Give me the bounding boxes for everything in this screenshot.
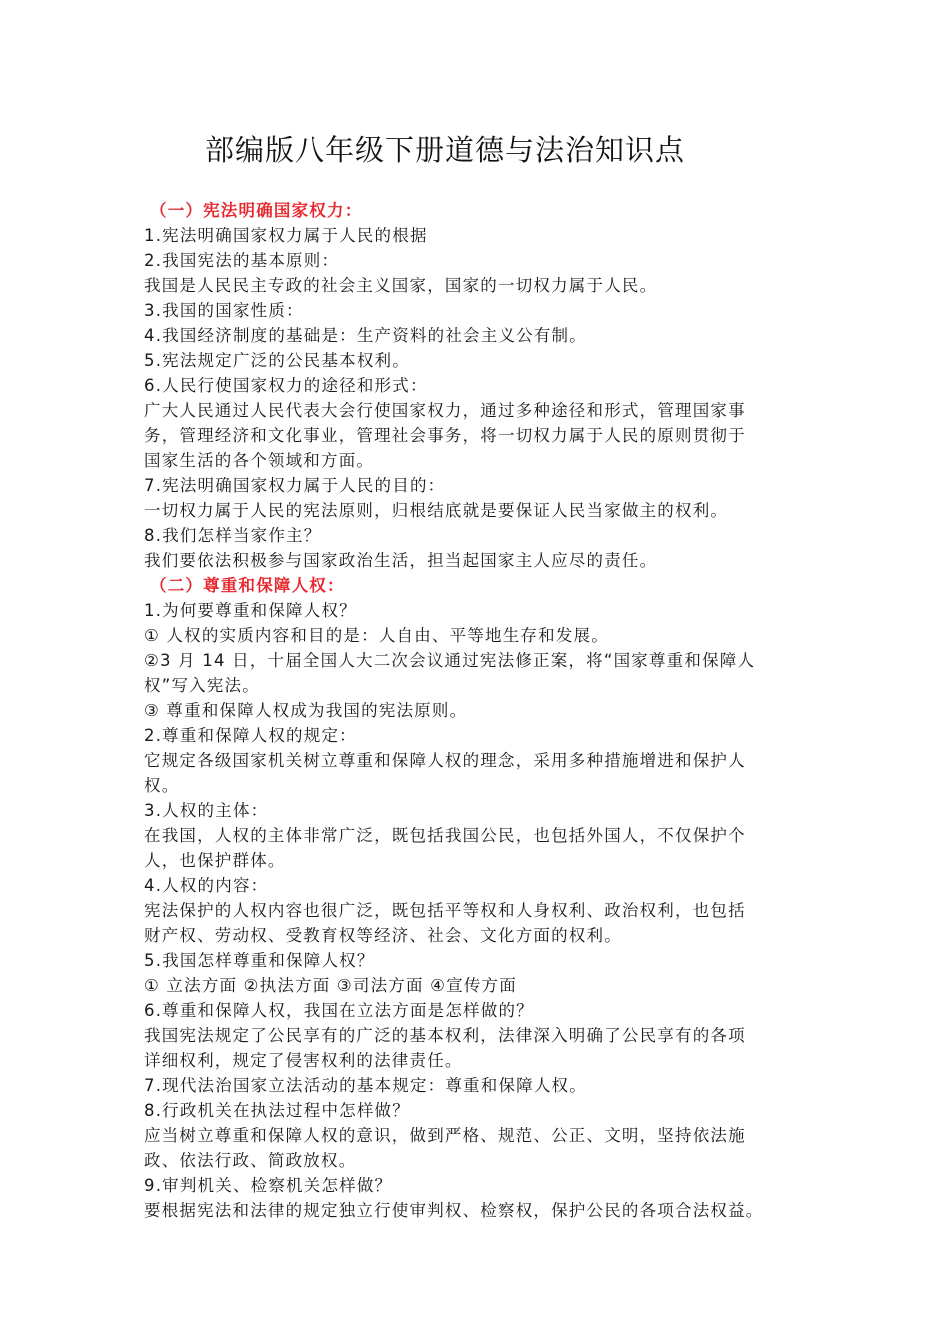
text-line: 6.尊重和保障人权，我国在立法方面是怎样做的？ <box>144 1001 534 1020</box>
text-line: 务，管理经济和文化事业，管理社会事务，将一切权力属于人民的原则贯彻于 <box>144 426 746 445</box>
text-line: 要根据宪法和法律的规定独立行使审判权、检察权，保护公民的各项合法权益。 <box>144 1201 764 1220</box>
text-line: ① 立法方面 ②执法方面 ③司法方面 ④宣传方面 <box>144 976 517 995</box>
text-line: 8.行政机关在执法过程中怎样做？ <box>144 1101 410 1120</box>
text-line: ③ 尊重和保障人权成为我国的宪法原则。 <box>144 701 468 720</box>
text-line: 应当树立尊重和保障人权的意识，做到严格、规范、公正、文明，坚持依法施 <box>144 1126 746 1145</box>
text-line: 5.宪法规定广泛的公民基本权利。 <box>144 351 410 370</box>
text-line: 财产权、劳动权、受教育权等经济、社会、文化方面的权利。 <box>144 926 622 945</box>
text-line: 政、依法行政、简政放权。 <box>144 1151 357 1170</box>
text-line: 我国是人民民主专政的社会主义国家，国家的一切权力属于人民。 <box>144 276 658 295</box>
text-line: 7.宪法明确国家权力属于人民的目的： <box>144 476 446 495</box>
text-line: 7.现代法治国家立法活动的基本规定：尊重和保障人权。 <box>144 1076 587 1095</box>
text-line: 我国宪法规定了公民享有的广泛的基本权利，法律深入明确了公民享有的各项 <box>144 1026 746 1045</box>
text-line: ① 人权的实质内容和目的是：人自由、平等地生存和发展。 <box>144 626 609 645</box>
text-line: 5.我国怎样尊重和保障人权？ <box>144 951 375 970</box>
document-body <box>144 198 814 1223</box>
text-line: 9.审判机关、检察机关怎样做？ <box>144 1176 393 1195</box>
text-line: 人，也保护群体。 <box>144 851 286 870</box>
text-line: 广大人民通过人民代表大会行使国家权力，通过多种途径和形式，管理国家事 <box>144 401 746 420</box>
text-line: 4.人权的内容： <box>144 876 269 895</box>
text-line: 1.宪法明确国家权力属于人民的根据 <box>144 226 428 245</box>
text-line: 权”写入宪法。 <box>144 676 260 695</box>
text-line: 3.人权的主体： <box>144 801 269 820</box>
text-line: 3.我国的国家性质： <box>144 301 304 320</box>
text-line: 在我国，人权的主体非常广泛，既包括我国公民，也包括外国人，不仅保护个 <box>144 826 746 845</box>
text-line: 它规定各级国家机关树立尊重和保障人权的理念，采用多种措施增进和保护人 <box>144 751 746 770</box>
text-line: 我们要依法积极参与国家政治生活，担当起国家主人应尽的责任。 <box>144 551 658 570</box>
text-line: 宪法保护的人权内容也很广泛，既包括平等权和人身权利、政治权利，也包括 <box>144 901 746 920</box>
text-line: ②3 月 14 日，十届全国人大二次会议通过宪法修正案，将“国家尊重和保障人 <box>144 651 756 670</box>
page-title: 部编版八年级下册道德与法治知识点 <box>204 133 685 167</box>
text-line: 2.尊重和保障人权的规定： <box>144 726 357 745</box>
text-line: 2.我国宪法的基本原则： <box>144 251 340 270</box>
section-heading: （一）宪法明确国家权力： <box>150 201 363 220</box>
text-line: 详细权利，规定了侵害权利的法律责任。 <box>144 1051 463 1070</box>
text-line: 6.人民行使国家权力的途径和形式： <box>144 376 428 395</box>
section-heading: （二）尊重和保障人权： <box>150 576 345 595</box>
text-line: 一切权力属于人民的宪法原则，归根结底就是要保证人民当家做主的权利。 <box>144 501 729 520</box>
text-line: 1.为何要尊重和保障人权？ <box>144 601 357 620</box>
text-line: 权。 <box>144 776 180 795</box>
text-line: 4.我国经济制度的基础是：生产资料的社会主义公有制。 <box>144 326 587 345</box>
text-line: 国家生活的各个领域和方面。 <box>144 451 375 470</box>
text-line: 8.我们怎样当家作主？ <box>144 526 322 545</box>
